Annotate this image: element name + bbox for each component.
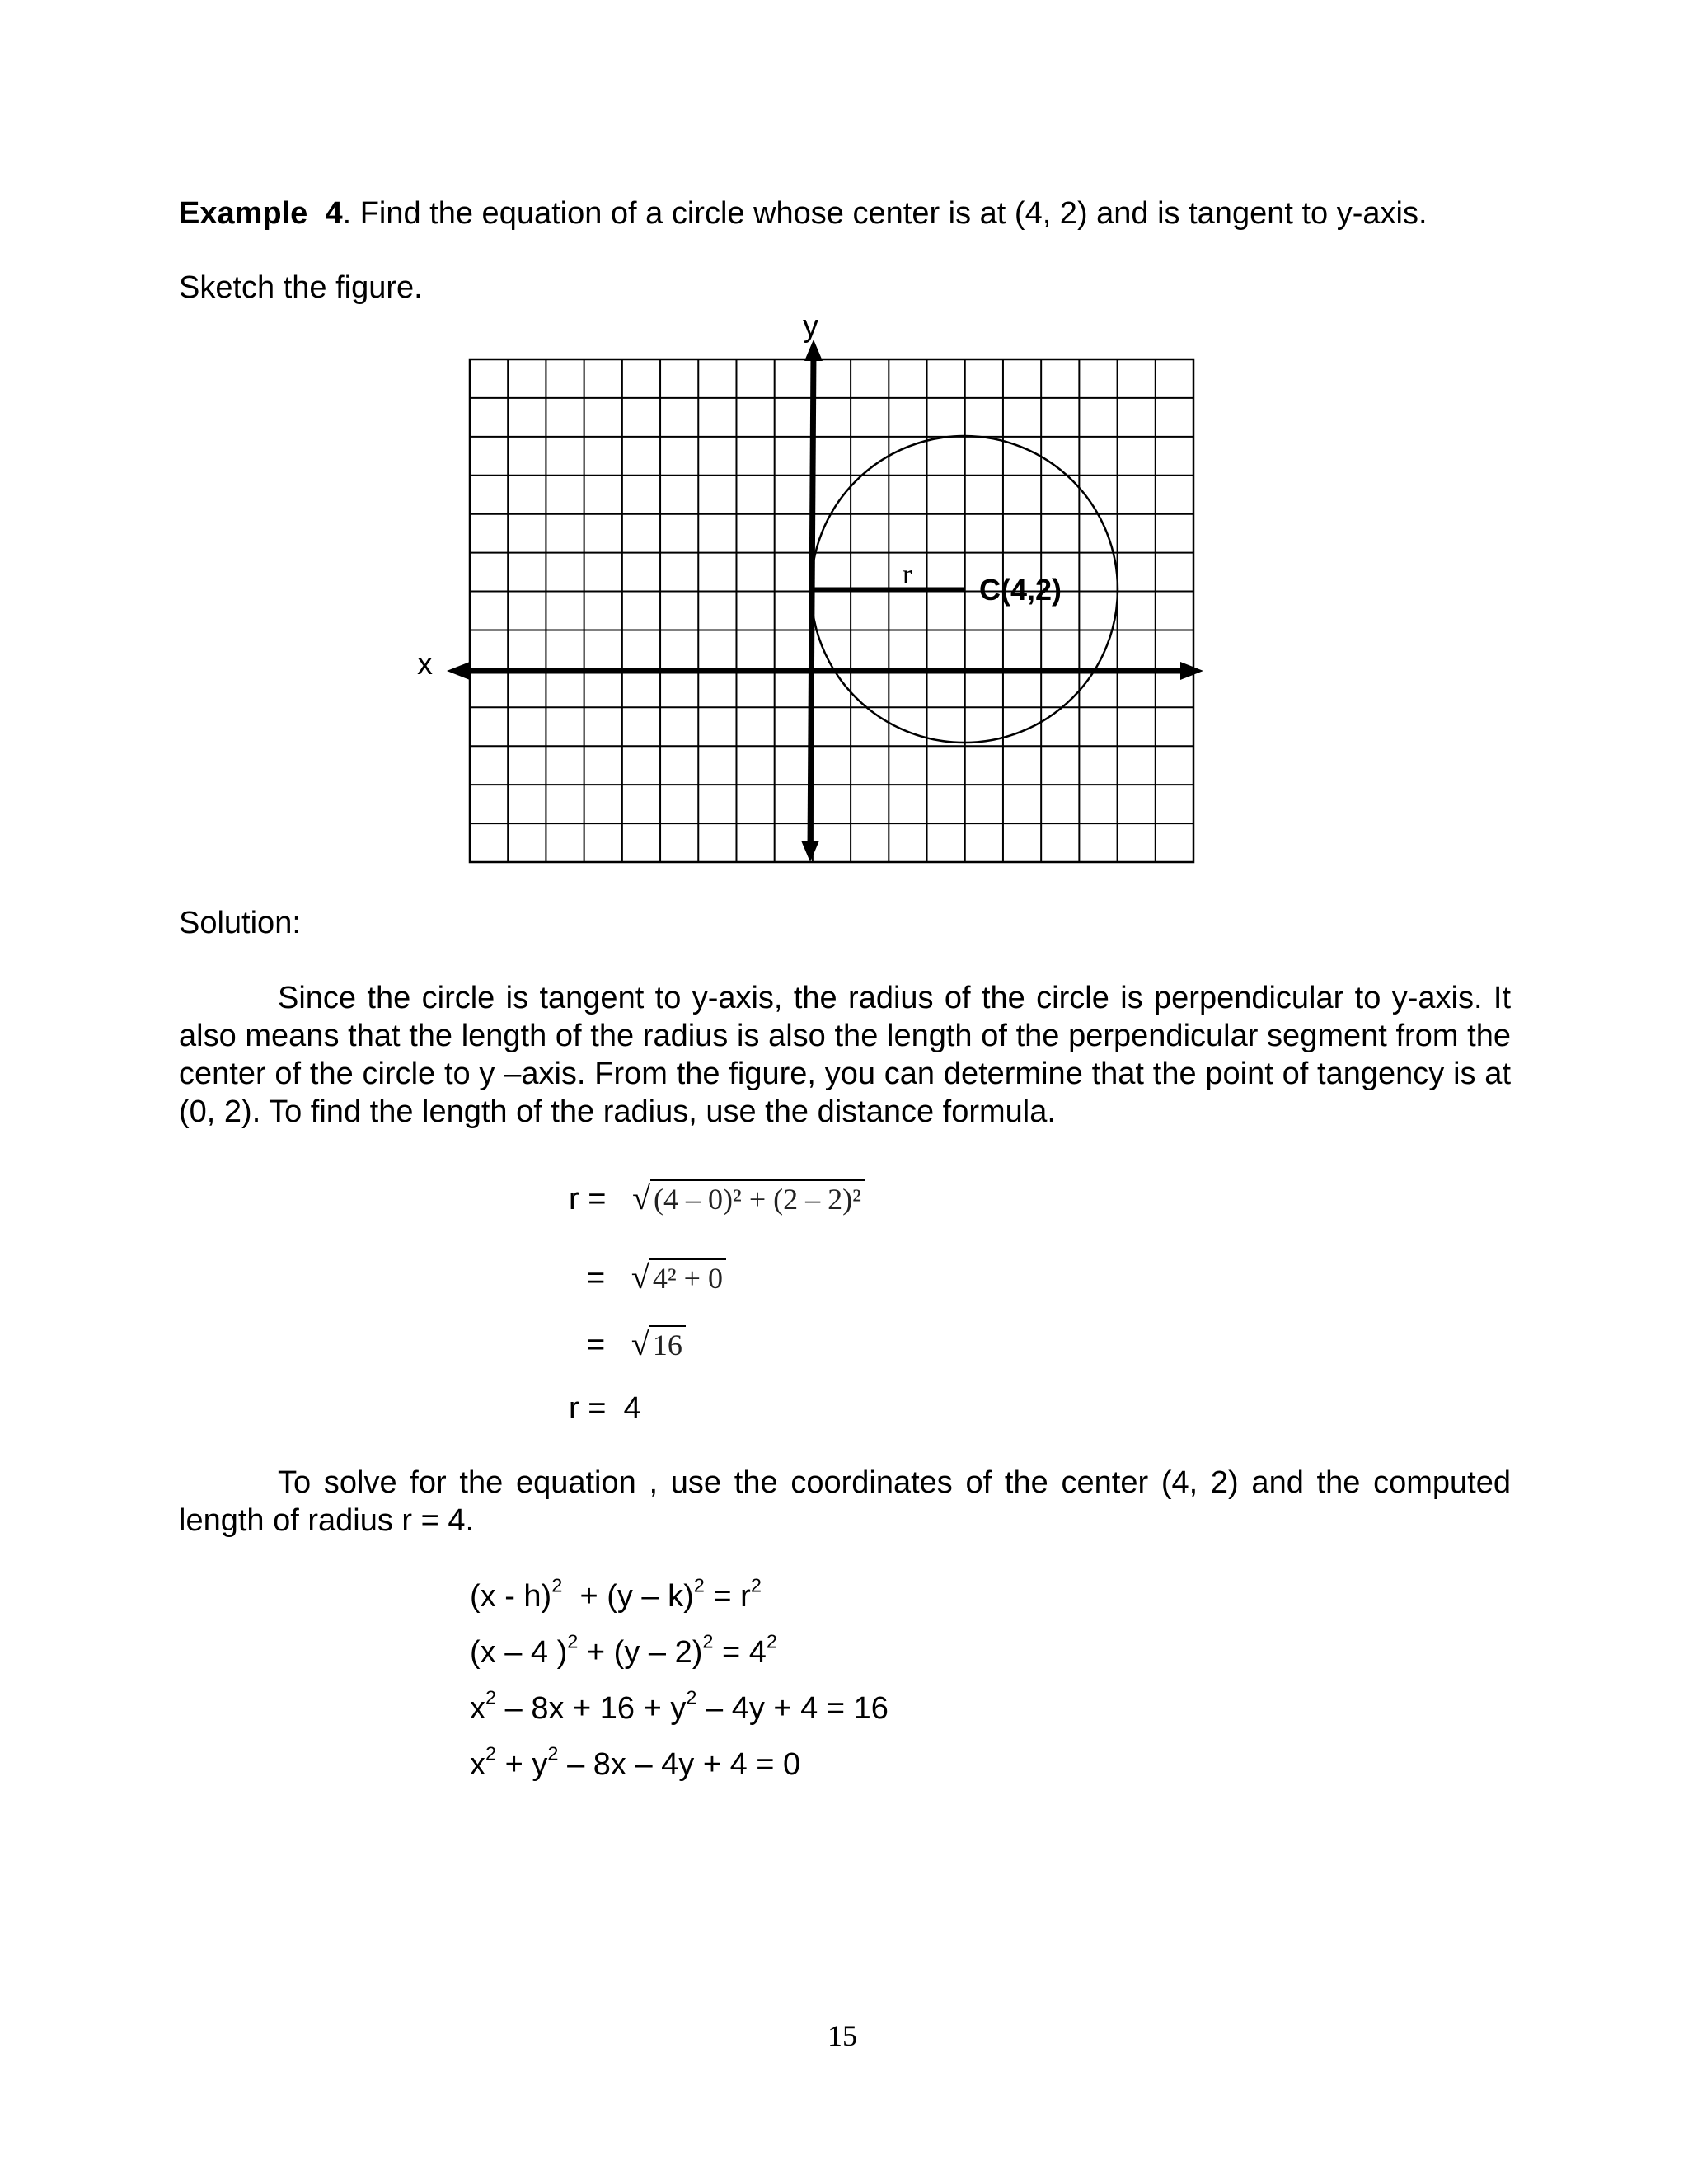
distance-line-4 <box>569 1393 641 1424</box>
eq4-part-a: x <box>470 1747 485 1782</box>
solution-paragraph <box>179 979 1511 1131</box>
sqrt-expression-2 <box>631 1258 726 1296</box>
exponent: 2 <box>702 1630 714 1652</box>
radicand-1: (4 – 0)² + (2 – 2)² <box>650 1179 865 1216</box>
page-number: 15 <box>828 2019 857 2052</box>
center-label: C(4,2) <box>979 573 1062 607</box>
eq3-part-a: x <box>470 1691 485 1726</box>
eq4-part-b: + y <box>496 1747 548 1782</box>
exponent: 2 <box>693 1574 705 1596</box>
exponent: 2 <box>547 1742 559 1765</box>
solution-paragraph-text: Since the circle is tangent to y-axis, the radius of the circle is perpendicular to y-axis. It also means that the length of the radius is also the length of the perpendicular segment from the center of the circle to y –axis. From the figure, you can determine that the point of tangency is at (0, 2). To find the length of the radius, use the distance formula. <box>179 981 1511 1129</box>
radicand-3: 16 <box>649 1325 686 1361</box>
example-label: Example <box>179 196 308 231</box>
equation-paragraph-text: To solve for the equation , use the coordinates of the center (4, 2) and the computed length of radius r = 4. <box>179 1465 1511 1538</box>
eq3-part-b: – 8x + 16 + y <box>496 1691 687 1726</box>
exponent: 2 <box>485 1686 497 1708</box>
radius-value: 4 <box>623 1391 641 1426</box>
solution-label: Solution: <box>179 906 301 940</box>
r-equals-label: r = <box>569 1182 607 1216</box>
example-question: . Find the equation of a circle whose center is at (4, 2) and is tangent to y-axis. <box>342 196 1428 231</box>
exponent: 2 <box>551 1574 563 1596</box>
equation-line-4 <box>470 1742 801 1782</box>
example-number: 4 <box>325 196 343 231</box>
circle-figure <box>0 0 1688 907</box>
equation-paragraph <box>179 1464 1511 1540</box>
exponent: 2 <box>750 1574 762 1596</box>
y-axis-arrow-down <box>801 841 819 862</box>
eq1-part-c: = r <box>704 1579 751 1614</box>
x-axis-label: x <box>417 647 433 682</box>
equation-line-1 <box>470 1574 762 1614</box>
distance-line-1 <box>569 1179 865 1216</box>
radical-icon: √ <box>632 1179 651 1216</box>
equation-line-2 <box>470 1630 778 1670</box>
eq1-part-a: (x - h) <box>470 1579 552 1614</box>
distance-line-3 <box>587 1325 686 1362</box>
radius-label: r <box>903 560 912 590</box>
y-axis-label: y <box>803 309 818 344</box>
exponent: 2 <box>485 1742 497 1765</box>
equation-line-3 <box>470 1686 889 1726</box>
eq4-part-c: – 8x – 4y + 4 = 0 <box>558 1747 801 1782</box>
exponent: 2 <box>567 1630 579 1652</box>
x-axis-arrow-right <box>1180 662 1203 680</box>
equals-sign: = <box>587 1261 606 1296</box>
sqrt-expression-1 <box>632 1179 865 1216</box>
eq1-part-b: + (y – k) <box>562 1579 694 1614</box>
exponent: 2 <box>766 1630 778 1652</box>
eq2-part-b: + (y – 2) <box>578 1635 703 1670</box>
eq2-part-c: = 4 <box>713 1635 767 1670</box>
sketch-instruction: Sketch the figure. <box>179 270 423 305</box>
sqrt-expression-3 <box>631 1325 686 1362</box>
grid-border <box>470 359 1193 862</box>
r-equals-label: r = <box>569 1391 607 1426</box>
grid <box>470 359 1193 862</box>
distance-line-2 <box>587 1258 726 1296</box>
radicand-2: 4² + 0 <box>649 1258 726 1295</box>
radical-icon: √ <box>631 1325 649 1362</box>
radical-icon: √ <box>631 1258 649 1296</box>
x-axis-arrow-left <box>447 662 470 680</box>
eq2-part-a: (x – 4 ) <box>470 1635 568 1670</box>
eq3-part-c: – 4y + 4 = 16 <box>696 1691 889 1726</box>
exponent: 2 <box>686 1686 697 1708</box>
equals-sign: = <box>587 1328 606 1362</box>
